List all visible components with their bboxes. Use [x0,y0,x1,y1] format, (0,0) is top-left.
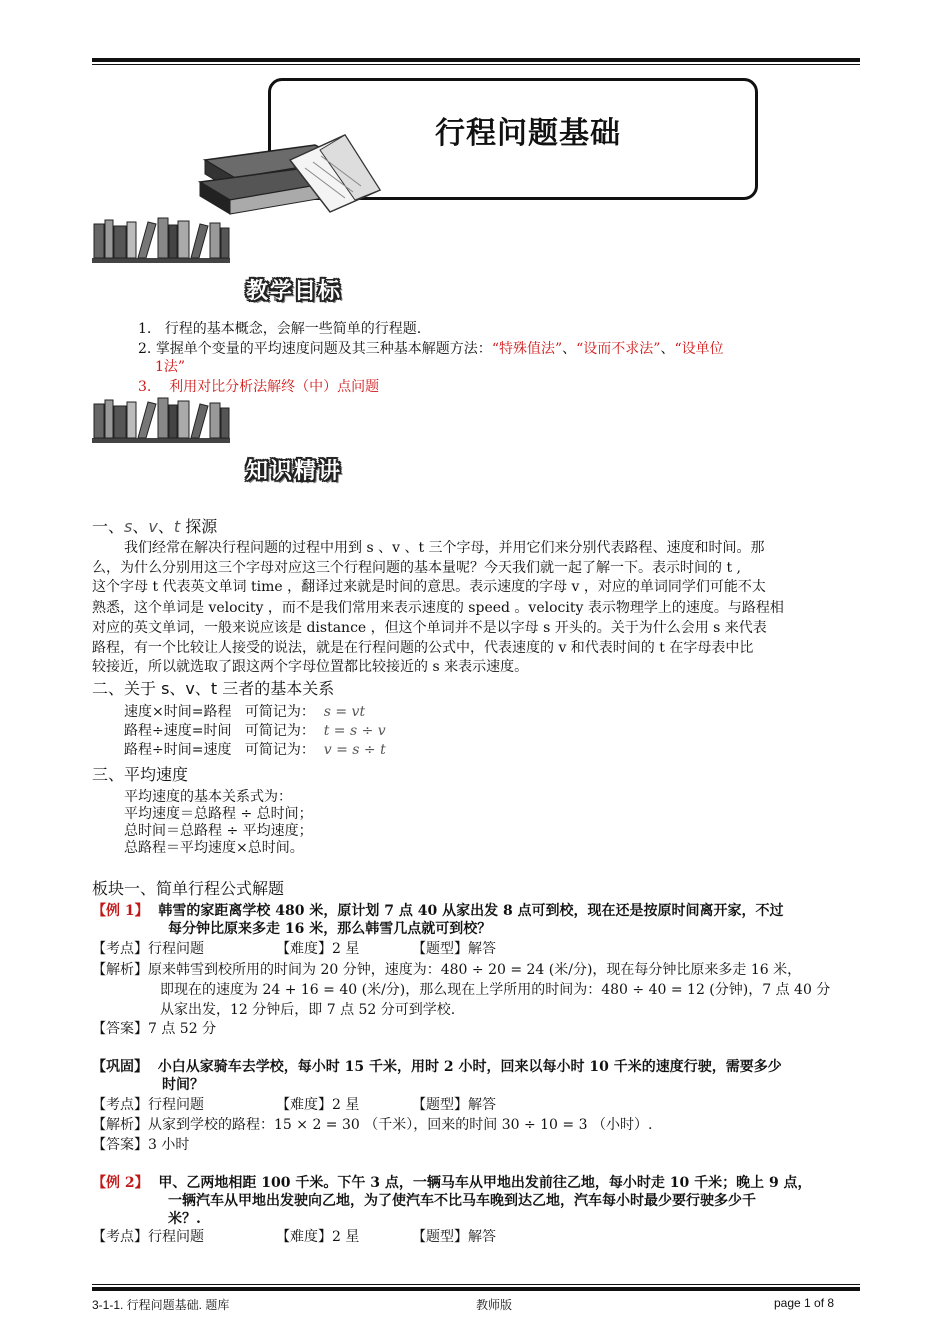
section-heading [92,514,217,537]
paragraph-line: 对应的英文单词，一般来说应该是 distance ，但这个单词并不是以字母 s 开头的。关于为什么会用 s 来代表 [92,620,767,636]
objective-item [138,376,379,396]
meta-label: 【考点】 [92,941,148,957]
relation-text: 路程÷时间=速度 [124,742,232,758]
question-text: 韩雪的家距离学校 480 米，原计划 7 点 40 从家出发 8 点可到校，现在还是按原时间离开家，不过 [158,903,784,919]
example-question [92,1056,782,1076]
var-v: v [148,517,158,536]
analysis-text: 从家到学校的路程：15 × 2 = 30 （千米），回来的时间 30 ÷ 10 = 3 （小时）. [148,1117,653,1133]
meta-value: 解答 [468,1097,496,1113]
paragraph-line: 我们经常在解决行程问题的过程中用到 s 、v 、t 三个字母，并用它们来分别代表路程、速度和时间。那 [124,540,765,556]
meta-value: 行程问题 [148,1229,204,1245]
objective-item [138,318,421,338]
meta-label: 【解析】 [92,962,148,978]
item-number: 3. [138,379,152,395]
answer-value: 7 点 52 分 [148,1021,217,1037]
meta-label: 【解析】 [92,1117,148,1133]
relation-label: 可简记为： [244,723,315,739]
separator: 、 [132,517,149,536]
analysis-line: 从家出发，12 分钟后，即 7 点 52 分可到学校. [160,1002,456,1018]
analysis-text: 原来韩雪到校所用的时间为 20 分钟，速度为：480 ÷ 20 = 24 (米/分)，现在每分钟比原来多走 16 米， [148,962,802,978]
paragraph-line: 么，为什么分别用这三个字母对应这三个行程问题的基本量呢？今天我们就一起了解一下。表示时间的 t , [92,560,741,576]
meta-value: 解答 [468,1229,496,1245]
separator: 、 [157,517,174,536]
analysis-row [92,959,801,979]
relation-formula: v = s ÷ t [323,742,386,758]
meta-value: 2 星 [332,941,360,957]
paragraph-line: 熟悉，这个单词是 velocity ，而不是我们常用来表示速度的 speed 。velocity 表示物理学上的速度。与路程相 [92,600,784,616]
method-special-value: “特殊值法” [491,341,563,357]
example-tag: 【例 1】 [92,903,149,919]
relation-label: 可简记为： [244,742,315,758]
item-text: 掌握单个变量的平均速度问题及其三种基本解题方法： [155,341,492,357]
objective-item-cont: 1法” [155,359,186,375]
analysis-row [92,1114,652,1134]
meta-label: 【难度】 [276,1097,332,1113]
meta-label: 【难度】 [276,941,332,957]
objectives-banner: 教学目标 [246,279,343,304]
meta-row [92,1226,204,1246]
block-heading: 板块一、简单行程公式解题 [92,879,285,898]
bookshelf-icon [92,396,232,444]
example-tag: 【巩固】 [92,1059,148,1075]
separator: 、 [660,341,675,357]
example-question-cont: 时间？ [162,1077,204,1093]
var-s: s [124,517,133,536]
footer-left: 3-1-1. 行程问题基础. 题库 [92,1298,230,1312]
meta-value: 行程问题 [148,1097,204,1113]
header-rule-thin [92,64,860,65]
analysis-line: 即现在的速度为 24 + 16 = 40 (米/分)，那么现在上学所用的时间为：480 ÷ 40 = 12 (分钟)，7 点 40 分 [160,982,831,998]
bookshelf-icon [92,216,232,264]
paragraph-line: 这个字母 t 代表英文单词 time ，翻译过来就是时间的意思。表示速度的字母 v ，对应的单词同学们可能不太 [92,579,766,595]
meta-row [276,1094,359,1114]
relation-label: 可简记为： [244,704,315,720]
meta-value: 2 星 [332,1229,360,1245]
books-icon [195,120,395,220]
meta-row [276,938,359,958]
example-question-cont: 一辆汽车从甲地出发驶向乙地，为了使汽车不比马车晚到达乙地，汽车每小时最少要行驶多少千 [168,1193,756,1209]
example-question-cont: 每分钟比原来多走 16 米，那么韩雪几点就可到校？ [168,921,492,937]
example-question [92,1172,812,1192]
relation-formula: s = vt [323,704,366,720]
item-text: 行程的基本概念，会解一些简单的行程题. [164,321,422,337]
objective-item [138,338,724,358]
example-tag: 【例 2】 [92,1175,149,1191]
paragraph-line: 较接近，所以就选取了跟这两个字母位置都比较接近的 s 来表示速度。 [92,659,529,675]
meta-label: 【题型】 [412,941,468,957]
relation-text: 路程÷速度=时间 [124,723,232,739]
meta-label: 【答案】 [92,1021,148,1037]
meta-value: 解答 [468,941,496,957]
meta-row [276,1226,359,1246]
relation-formula: t = s ÷ v [323,723,386,739]
meta-row [92,1094,204,1114]
meta-row [412,1094,496,1114]
formula-line: 平均速度＝总路程 ÷ 总时间； [124,806,313,822]
item-number: 2. [138,341,152,357]
meta-row [412,1226,496,1246]
meta-row [92,938,204,958]
relation-row [124,739,386,759]
meta-label: 【考点】 [92,1229,148,1245]
meta-label: 【考点】 [92,1097,148,1113]
separator: 、 [562,341,577,357]
relation-row [124,720,386,740]
answer-row [92,1134,189,1154]
meta-label: 【题型】 [412,1097,468,1113]
formula-line: 平均速度的基本关系式为： [124,789,292,805]
section-heading: 三、平均速度 [92,765,189,784]
formula-line: 总路程＝平均速度×总时间。 [124,840,304,856]
formula-line: 总时间＝总路程 ÷ 平均速度； [124,823,313,839]
header-rule-thick [92,58,860,62]
answer-value: 3 小时 [148,1137,190,1153]
relation-text: 速度×时间=路程 [124,704,232,720]
footer-rule-thick [92,1287,860,1291]
meta-label: 【题型】 [412,1229,468,1245]
var-t: t [173,517,181,536]
section-heading: 二、关于 s、v、t 三者的基本关系 [92,679,335,698]
example-question [92,900,784,920]
example-question-cont: 米？. [168,1211,201,1227]
meta-label: 【答案】 [92,1137,148,1153]
method-unit-one: “设单位 [674,341,724,357]
method-set-no-solve: “设而不求法” [576,341,661,357]
footer-rule-thin [92,1284,860,1285]
heading-prefix: 一、 [92,517,125,536]
meta-value: 2 星 [332,1097,360,1113]
item-text: 利用对比分析法解终（中）点问题 [169,379,380,395]
heading-suffix: 探源 [180,517,218,536]
meta-row [412,938,496,958]
question-text: 小白从家骑车去学校，每小时 15 千米，用时 2 小时，回来以每小时 10 千米的速度行驶，需要多少 [157,1059,782,1075]
paragraph-line: 路程，有一个比较让人接受的说法，就是在行程问题的公式中，代表速度的 v 和代表时间的 t 在字母表中比 [92,640,754,656]
page-title: 行程问题基础 [435,116,621,151]
question-text: 甲、乙两地相距 100 千米。下午 3 点，一辆马车从甲地出发前往乙地，每小时走 10 千米；晚上 9 点， [158,1175,812,1191]
relation-row [124,701,365,721]
item-number: 1. [138,321,152,337]
footer-center: 教师版 [476,1298,513,1312]
footer-page-number: page 1 of 8 [774,1296,835,1310]
answer-row [92,1018,216,1038]
knowledge-banner: 知识精讲 [246,459,343,484]
meta-value: 行程问题 [148,941,204,957]
meta-label: 【难度】 [276,1229,332,1245]
